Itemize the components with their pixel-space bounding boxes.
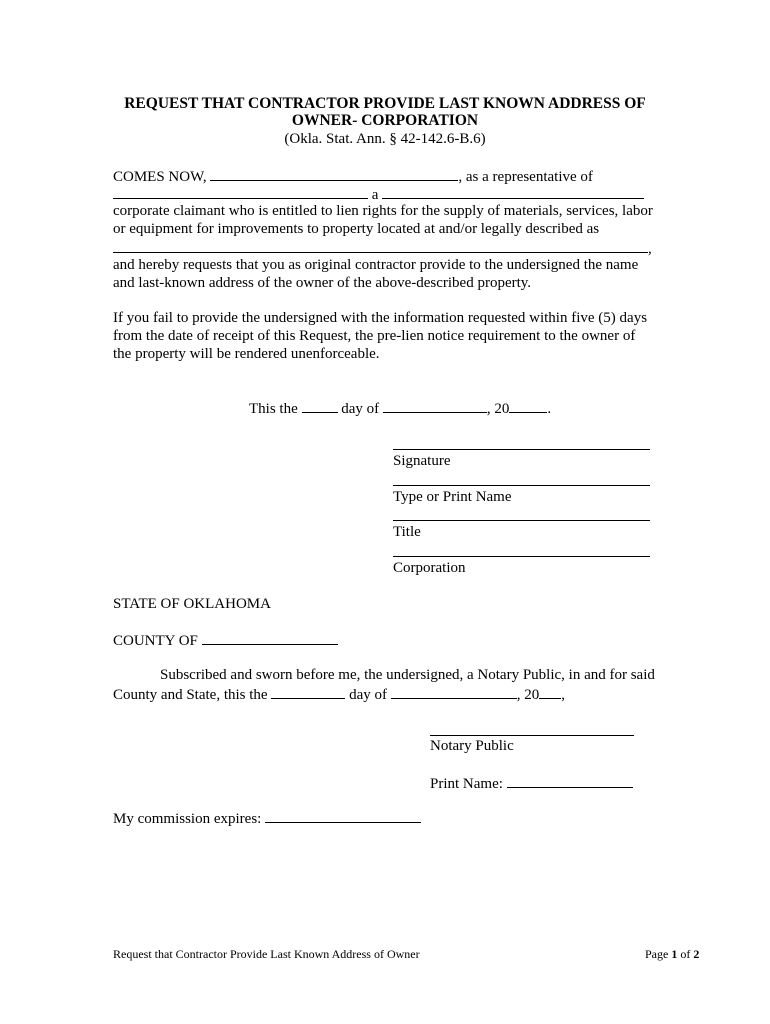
- commission-expires-label: My commission expires:: [113, 811, 262, 827]
- county-line: [113, 630, 338, 650]
- a-label: a: [371, 187, 379, 203]
- print-name-label: Print Name:: [430, 776, 503, 792]
- document-title-line1: REQUEST THAT CONTRACTOR PROVIDE LAST KNOWN ADDRESS OF: [124, 95, 646, 112]
- state-label: STATE OF OKLAHOMA: [113, 596, 271, 612]
- notary-signature-line[interactable]: [430, 735, 634, 736]
- footer-document-title: Request that Contractor Provide Last Known Address of Owner: [113, 947, 420, 961]
- year-blank[interactable]: [509, 398, 547, 413]
- notary-year-blank[interactable]: [539, 684, 561, 699]
- day-blank[interactable]: [302, 398, 338, 413]
- day-of-label: day of: [341, 401, 380, 417]
- paragraph2-line2: from the date of receipt of this Request, the pre-lien notice requirement to the owner of: [113, 328, 636, 344]
- notary-year-prefix: , 20: [516, 687, 540, 703]
- commission-expires-blank[interactable]: [265, 808, 421, 823]
- corporation-line: [113, 184, 644, 204]
- property-description-blank[interactable]: [113, 238, 648, 253]
- this-the-label: This the: [249, 401, 298, 417]
- county-label: COUNTY OF: [113, 633, 198, 649]
- title-line[interactable]: [393, 520, 650, 521]
- notary-day-of-label: day of: [349, 687, 387, 703]
- subscribed-line2: [113, 684, 565, 704]
- paragraph2-line3: the property will be rendered unenforceable.: [113, 346, 380, 362]
- page-current: 1: [671, 947, 678, 961]
- paragraph2-line1: If you fail to provide the undersigned with the information requested within five (5) days: [113, 310, 648, 326]
- notary-print-name-blank[interactable]: [507, 773, 633, 788]
- date-line: [249, 398, 551, 418]
- representative-name-blank[interactable]: [210, 166, 458, 181]
- corporation-name-blank[interactable]: [113, 184, 368, 199]
- commission-row: [113, 808, 421, 828]
- property-comma: ,: [648, 241, 652, 257]
- signature-line[interactable]: [393, 449, 650, 450]
- print-name-line[interactable]: [393, 485, 650, 486]
- title-label: Title: [393, 524, 421, 540]
- comes-now-label: COMES NOW,: [113, 169, 207, 185]
- paragraph1-line6: and hereby requests that you as original contractor provide to the undersigned the name: [113, 257, 639, 273]
- paragraph1-line3: corporate claimant who is entitled to lien rights for the supply of materials, services, labor: [113, 203, 653, 219]
- notary-day-blank[interactable]: [271, 684, 345, 699]
- notary-month-blank[interactable]: [391, 684, 517, 699]
- type-or-print-name-label: Type or Print Name: [393, 489, 512, 505]
- notary-public-label: Notary Public: [430, 738, 514, 754]
- page-of: of: [680, 947, 691, 961]
- year-prefix: , 20: [486, 401, 510, 417]
- subscribed-line1: Subscribed and sworn before me, the undersigned, a Notary Public, in and for said: [160, 667, 655, 683]
- month-blank[interactable]: [383, 398, 487, 413]
- page-prefix: Page: [645, 947, 669, 961]
- signature-label: Signature: [393, 453, 451, 469]
- comes-now-line: [113, 166, 593, 186]
- corporation-label: Corporation: [393, 560, 466, 576]
- page-total: 2: [693, 947, 700, 961]
- date-period: .: [547, 401, 552, 417]
- print-name-row: [430, 773, 633, 793]
- footer-page-number: [645, 945, 699, 963]
- statute-citation: (Okla. Stat. Ann. § 42-142.6-B.6): [284, 131, 486, 147]
- document-title-line2: OWNER- CORPORATION: [291, 112, 479, 129]
- paragraph1-line7: and last-known address of the owner of the above-described property.: [113, 275, 532, 291]
- as-representative-label: , as a representative of: [458, 169, 593, 185]
- corporation-line-sig[interactable]: [393, 556, 650, 557]
- property-description-line: [113, 238, 652, 258]
- county-state-this-the-label: County and State, this the: [113, 687, 268, 703]
- corporation-type-blank[interactable]: [382, 184, 644, 199]
- county-blank[interactable]: [202, 630, 338, 645]
- notary-trailing-comma: ,: [561, 687, 565, 703]
- paragraph1-line4: or equipment for improvements to property located at and/or legally described as: [113, 221, 600, 237]
